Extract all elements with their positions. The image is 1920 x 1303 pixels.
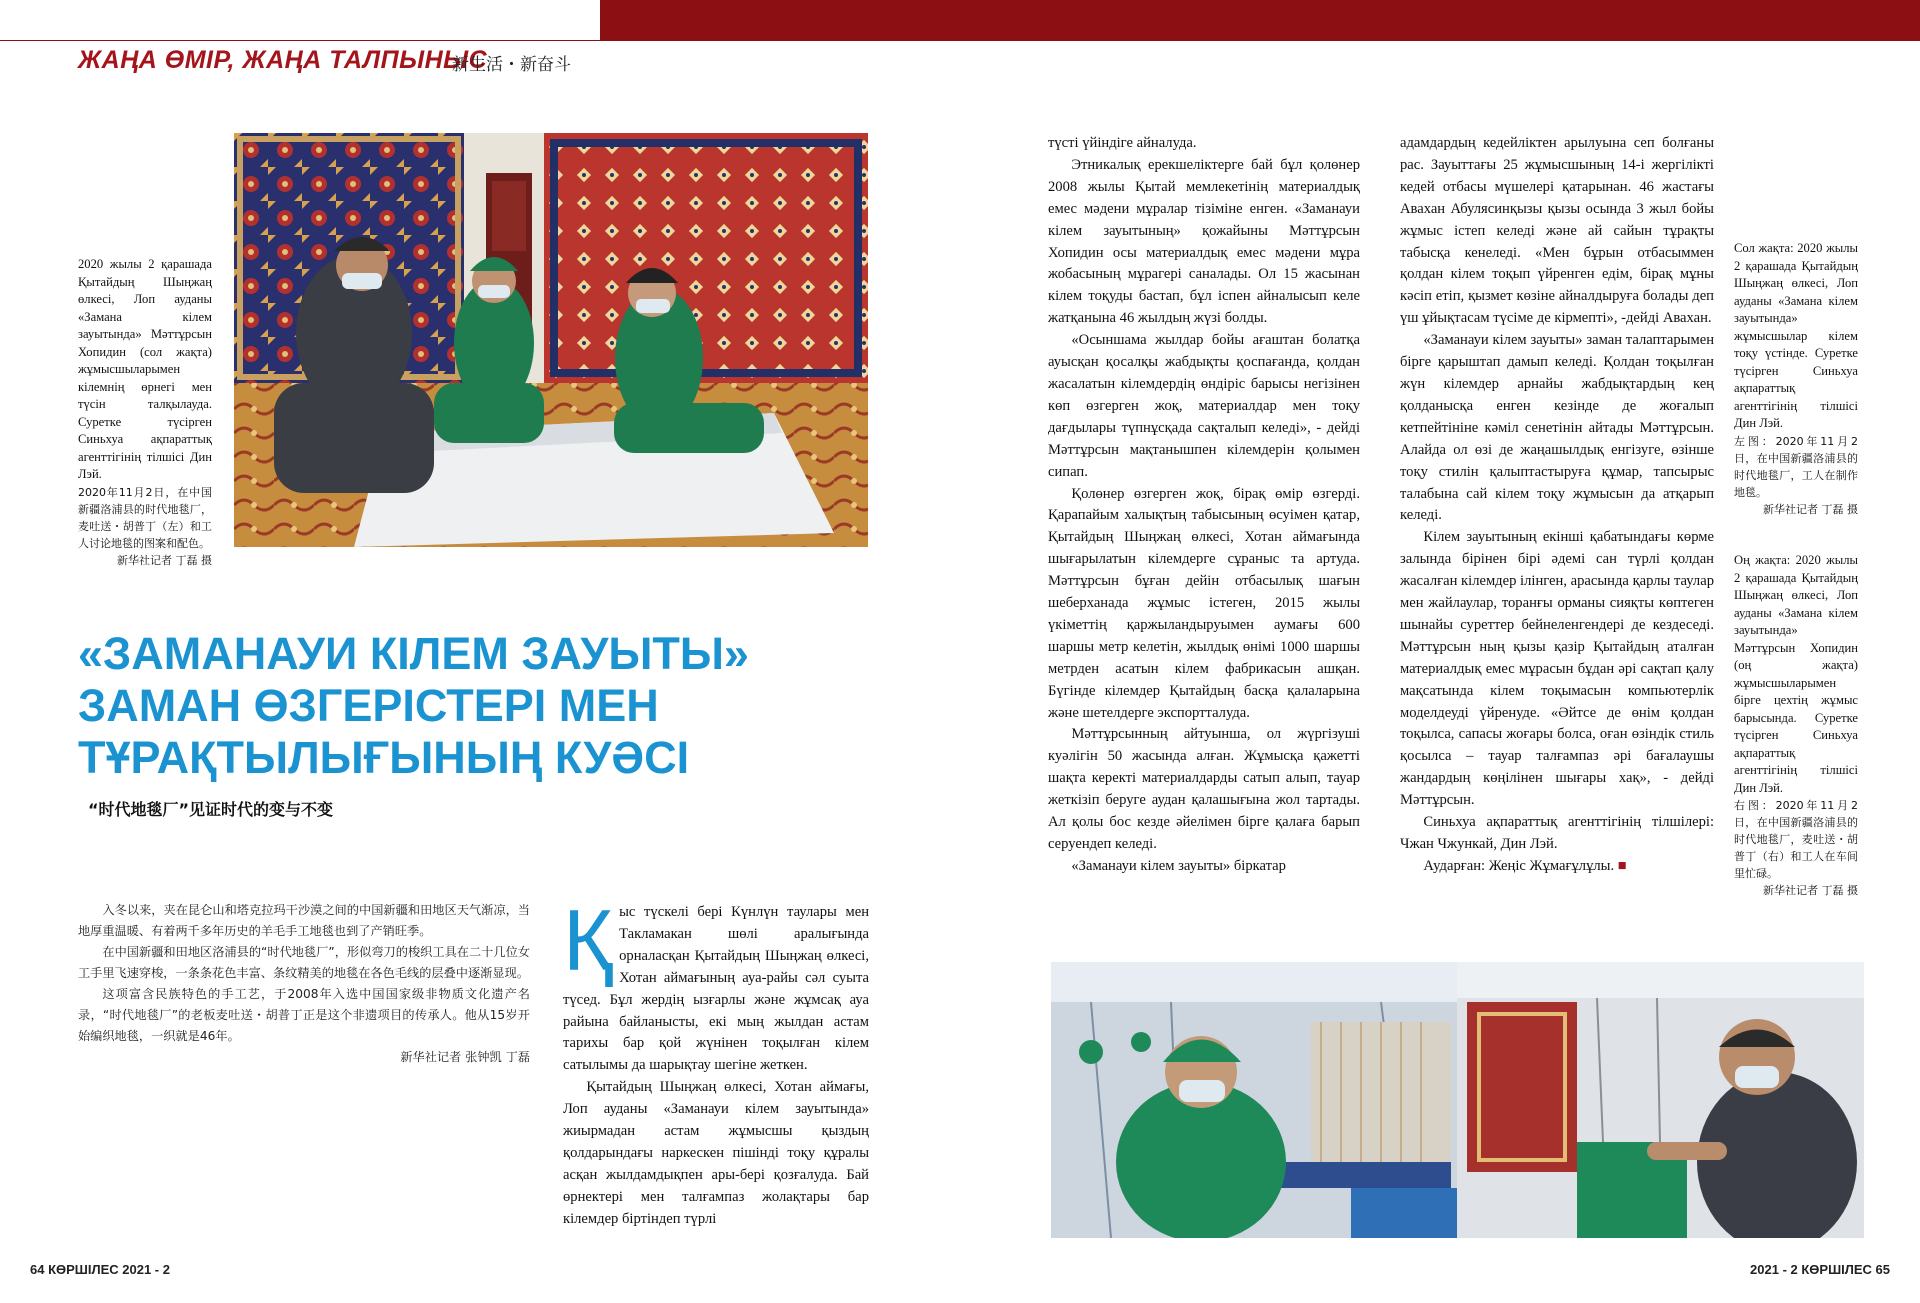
main-photo-caption bbox=[78, 256, 212, 569]
article-column-3 bbox=[1400, 133, 1714, 878]
section-title-zh: 新生活・新奋斗 bbox=[452, 55, 571, 75]
zh-byline: 新华社记者 张钟凯 丁磊 bbox=[400, 1050, 530, 1064]
page-number-right: 2021 - 2 КӨРШІЛЕС 65 bbox=[1750, 1262, 1890, 1277]
right-caption-1 bbox=[1734, 240, 1858, 518]
header-rule bbox=[0, 40, 1920, 41]
body-paragraph: Кілем зауытының екінші қабатындағы көрме залында бірінен бірі әдемі сан түрлі қолдан жасалған кілемдер ілінген, арасында қарлы таулар мен жайлаулар, торанғы орманы сияқты көптеген шынайы суреттер бейнеленгендері де кездеседі. Мәттұрсын ның қызы қазір Қытайдың аталған материалдық емес мұрасын бұдан әрі сақтап қалу мақсатында кілем тоқымасын компьютерлік моделдеуді үйренуде. «Әйтсе де өнім қолдан тоқылса, сапасы жоғары болса, оған өзіндік стиль қосылса – тауар талғампаз әрі бағалаушы жандардың көңілінен шығары хақ», - дейді Мәттұрсын. bbox=[1400, 529, 1714, 809]
page-number-left: 64 КӨРШІЛЕС 2021 - 2 bbox=[30, 1262, 170, 1277]
body-paragraph: Мәттұрсынның айтуынша, ол жүргізуші куәлігін 50 жасында алған. Жұмысқа қажетті шақта керекті материалдарды сатып алып, тауар жеткізіп беруге аудан қалашығына жол тартады. Ал қолы бос кезде әйелімен бірге қалаға барып серуендеп келеді. bbox=[1048, 726, 1360, 852]
article-subhead: “时代地毯厂”见证时代的变与不变 bbox=[88, 800, 334, 819]
chinese-lead bbox=[78, 900, 530, 1068]
zh-paragraph: 入冬以来，夹在昆仑山和塔克拉玛干沙漠之间的中国新疆和田地区天气渐凉，当地厚重温暖、有着两千多年历史的羊毛手工地毯也到了产销旺季。 bbox=[78, 903, 530, 938]
body-paragraph: түсті үйіндіге айналуда. bbox=[1048, 135, 1197, 151]
end-mark: ■ bbox=[1617, 857, 1627, 874]
drop-cap: Қ bbox=[563, 893, 614, 989]
body-paragraph: Синьхуа ақпараттық агенттігінің тілшілері: Чжан Чжункай, Дин Лэй. bbox=[1400, 814, 1714, 852]
bottom-right-photo bbox=[1457, 962, 1864, 1238]
article-column-1 bbox=[563, 893, 869, 1231]
body-paragraph: «Заманауи кілем зауыты» заман талаптарымен бірге қарыштап дамып келеді. Қолдан тоқылған жүн кілемдер арнайы жабдықтардың кең қолданысқа енген кезінде де жоғалып кетпейтініне кәміл сенетінін айтады Мәттұрсын. Алайда ол өзі де жаңашылдық енгізуге, өзінше тоқу стилін қалыптастыруға құмар, тапсырыс талабына сай кілем тоқу жұмысын да атқарып келеді. bbox=[1400, 332, 1714, 524]
zh-paragraph: 在中国新疆和田地区洛浦县的“时代地毯厂”，形似弯刀的梭织工具在二十几位女工手里飞速穿梭，一条条花色丰富、条纹精美的地毯在各色毛线的层叠中逐渐显现。 bbox=[78, 945, 530, 980]
article-headline: «ЗАМАНАУИ КІЛЕМ ЗАУЫТЫ» ЗАМАН ӨЗГЕРІСТЕРІ МЕН ТҰРАҚТЫЛЫҒЫНЫҢ КУӘСІ bbox=[78, 628, 749, 783]
header-bar bbox=[600, 0, 1920, 40]
body-paragraph: ыс түскелі бері Күнлүн таулары мен Такламакан шөлі аралығында орналасқан Қытайдың Шыңжаң өлкесі, Хотан аймағының ауа-райы сәл суыта түсед. Бұл жердің ызғарлы және жұмсақ ауа райына байланысты, екі мың жылдан астам тарихы бар қой жүнінен тоқылған кілем сатылымы да шарықтау шегіне жеткен. bbox=[563, 904, 869, 1074]
translator-credit: Аударған: Жеңіс Жұмағұлұлы. bbox=[1423, 857, 1615, 874]
article-column-2 bbox=[1048, 133, 1360, 878]
body-paragraph: адамдардың кедейліктен арылуына сеп болғаны рас. Зауыттағы 25 жұмысшының 14-і жергілікті кедей отбасы мүшелері қатарынан. 46 жастағы Авахан Абулясинқызы қызы осында 3 жыл бойы жұмыс істеп келеді және ай сайын тұрақты табысқа кенеледі. «Мен бұрын отбасыммен қолдан кілем тоқып үйренген едім, бірақ мұны кәсіп етіп, қызмет көзіне айналдыруға болады деп үш ұйықтасам түсіме де кірмепті», -дейді Авахан. bbox=[1400, 135, 1714, 327]
bottom-left-photo bbox=[1051, 962, 1459, 1238]
caption-kk: Сол жақта: 2020 жылы 2 қарашада Қытайдың Шыңжаң өлкесі, Лоп ауданы «Замана кілем зауытында» жұмысшылар кілем тоқу үстінде. Суретке түсірген Синьхуа ақпараттық агенттігінің тілшісі Дин Лэй. bbox=[1734, 241, 1858, 430]
body-paragraph: «Осыншама жылдар бойы ағаштан болатқа ауысқан қосалқы жабдықты қоспағанда, қолдан жасалатын кілемдердің өндіріс барысы негізінен көп өзгерген жоқ, материалдар мен тоқу дағдылары түпнұсқада сақталып келеді», - дейді Мәттұрсын мақтанышпен кілемдерін қолымен сипап. bbox=[1048, 332, 1360, 480]
caption-credit: 新华社记者 丁磊 摄 bbox=[117, 553, 212, 567]
caption-credit: 新华社记者 丁磊 摄 bbox=[1763, 884, 1858, 897]
caption-kk: 2020 жылы 2 қарашада Қытайдың Шыңжаң өлкесі, Лоп ауданы «Замана кілем зауытында» Мәттұрсын Хопидин (сол жақта) жұмысшыларымен кілемнің өрнегі мен түсін талқылауда. Суретке түсірген Синьхуа ақпараттық агенттігінің тілшісі Дин Лэй. bbox=[78, 257, 212, 481]
main-photo bbox=[234, 133, 868, 547]
caption-zh: 左图：2020年11月2日，在中国新疆洛浦县的时代地毯厂，工人在制作地毯。 bbox=[1734, 434, 1858, 499]
body-paragraph: Қолөнер өзгерген жоқ, бірақ өмір өзгерді. Қарапайым халықтың табысының өсуімен қатар, Қытайдың Шыңжаң өлкесі, Хотан аймағында шығарылатын кілемдерге сұраныс та артуда. Мәттұрсын бұған дейін отбасылық шағын шеберханада жұмыс істеген, 2015 жылы үкіметтің қаржыландыруымен аумағы 600 шаршы метр келетін, жылдық өнімі 1000 шаршы метрден асатын кілем фабрикасын ашқан. Бүгінде кілемдер Қытайдың басқа қалаларына және шетелдерге экспортталуда. bbox=[1048, 485, 1360, 721]
caption-zh: 2020年11月2日，在中国新疆洛浦县的时代地毯厂，麦吐送・胡普丁（左）和工人讨论地毯的图案和配色。 bbox=[78, 485, 212, 550]
right-caption-2 bbox=[1734, 552, 1858, 900]
body-paragraph: Этникалық ерекшеліктерге бай бұл қолөнер 2008 жылы Қытай мемлекетінің материалдық емес мәдени мұралар тізіміне енген. «Заманауи кілем зауытының» қожайыны Мәттұрсын Хопидин осы материалдық емес мәдени мұра жобасының мұрагері саналады. Ол 15 жасынан кілем тоқуды бастап, бұл іспен айналысып келе жатқанына 46 жылдың жүзі болды. bbox=[1048, 156, 1360, 327]
zh-paragraph: 这项富含民族特色的手工艺，于2008年入选中国国家级非物质文化遗产名录，“时代地毯厂”的老板麦吐送・胡普丁正是这个非遗项目的传承人。他从15岁开始编织地毯，一织就是46年。 bbox=[78, 987, 530, 1043]
body-paragraph: «Заманауи кілем зауыты» біркатар bbox=[1071, 857, 1286, 874]
body-paragraph bbox=[1400, 856, 1714, 878]
body-paragraph: Қытайдың Шыңжаң өлкесі, Хотан аймағы, Лоп ауданы «Заманауи кілем зауытында» жиырмадан астам жұмысшы қыздың қолдарындағы наркескен пішінді тоқу құралы асқан жылдамдықпен ары-бері қозғалуда. Бай өрнектері мен талғампаз жолақтары бар кілемдер біртіндеп түрлі bbox=[563, 1079, 869, 1227]
section-title: ЖАҢА ӨМІР, ЖАҢА ТАЛПЫНЫС bbox=[78, 46, 488, 74]
caption-kk: Оң жақта: 2020 жылы 2 қарашада Қытайдың Шыңжаң өлкесі, Лоп ауданы «Замана кілем зауытында» Мәттұрсын Хопидин (оң жақта) жұмысшыларымен бірге цехтің жұмыс барысында. Суретке түсірген Синьхуа ақпараттық агенттігінің тілшісі Дин Лэй. bbox=[1734, 553, 1858, 795]
caption-zh: 右图：2020年11月2日，在中国新疆洛浦县的时代地毯厂，麦吐送・胡普丁（右）和工人在车间里忙碌。 bbox=[1734, 799, 1858, 880]
caption-credit: 新华社记者 丁磊 摄 bbox=[1763, 502, 1858, 516]
